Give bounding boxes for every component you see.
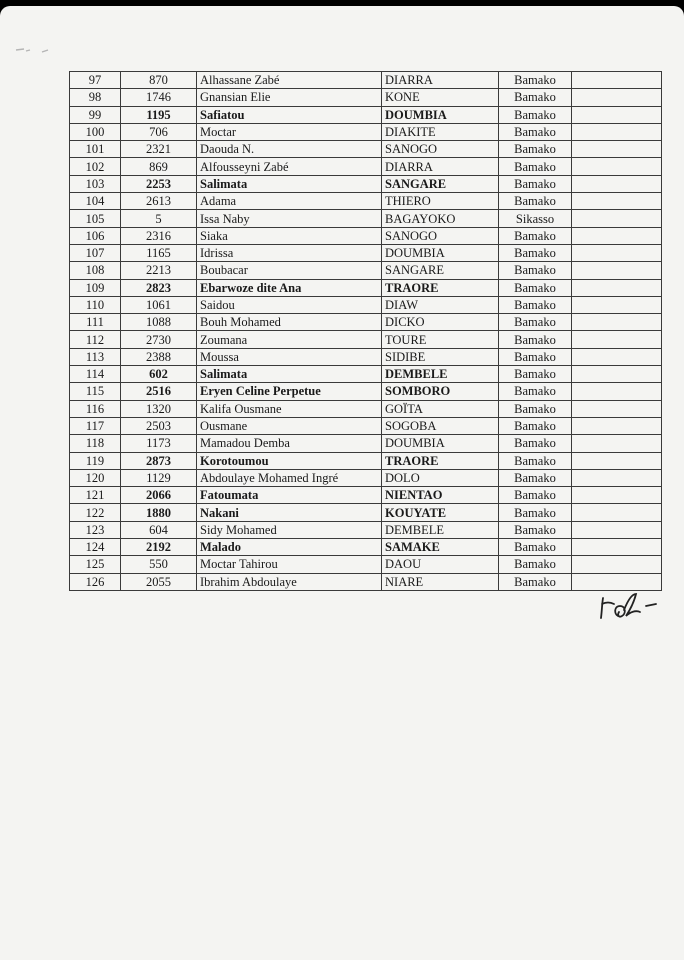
row-number-cell: 97 [70,72,121,89]
city-cell: Bamako [499,400,572,417]
id-cell: 2316 [121,227,197,244]
empty-cell [572,348,662,365]
id-cell: 2253 [121,175,197,192]
first-name-cell: Sidy Mohamed [197,521,382,538]
id-cell: 2730 [121,331,197,348]
empty-cell [572,521,662,538]
last-name-cell: DOUMBIA [382,435,499,452]
empty-cell [572,123,662,140]
last-name-cell: DOUMBIA [382,106,499,123]
last-name-cell: DICKO [382,314,499,331]
city-cell: Bamako [499,106,572,123]
table-row [70,521,662,538]
table-row [70,314,662,331]
empty-cell [572,469,662,486]
last-name-cell: SANOGO [382,141,499,158]
last-name-cell: SANGARE [382,262,499,279]
table-row [70,158,662,175]
row-number-cell: 104 [70,193,121,210]
first-name-cell: Fatoumata [197,487,382,504]
city-cell: Bamako [499,348,572,365]
city-cell: Bamako [499,417,572,434]
last-name-cell: BAGAYOKO [382,210,499,227]
last-name-cell: DIARRA [382,72,499,89]
table-row [70,175,662,192]
row-number-cell: 111 [70,314,121,331]
row-number-cell: 116 [70,400,121,417]
id-cell: 602 [121,366,197,383]
row-number-cell: 126 [70,573,121,590]
city-cell: Bamako [499,141,572,158]
empty-cell [572,504,662,521]
scanned-page [0,6,684,960]
city-cell: Bamako [499,175,572,192]
table-row [70,106,662,123]
last-name-cell: DAOU [382,556,499,573]
empty-cell [572,400,662,417]
city-cell: Bamako [499,487,572,504]
id-cell: 2613 [121,193,197,210]
last-name-cell: SOMBORO [382,383,499,400]
empty-cell [572,539,662,556]
last-name-cell: GOÏTA [382,400,499,417]
id-cell: 2516 [121,383,197,400]
first-name-cell: Ibrahim Abdoulaye [197,573,382,590]
table-row [70,400,662,417]
table-row [70,331,662,348]
last-name-cell: NIARE [382,573,499,590]
id-cell: 1880 [121,504,197,521]
empty-cell [572,556,662,573]
table-row [70,72,662,89]
city-cell: Bamako [499,244,572,261]
id-cell: 1746 [121,89,197,106]
id-cell: 2055 [121,573,197,590]
empty-cell [572,175,662,192]
table-row [70,573,662,590]
last-name-cell: DEMBELE [382,521,499,538]
empty-cell [572,383,662,400]
roster-body [70,72,662,591]
first-name-cell: Alfousseyni Zabé [197,158,382,175]
city-cell: Bamako [499,123,572,140]
row-number-cell: 106 [70,227,121,244]
table-row [70,193,662,210]
row-number-cell: 122 [70,504,121,521]
row-number-cell: 100 [70,123,121,140]
empty-cell [572,366,662,383]
first-name-cell: Boubacar [197,262,382,279]
city-cell: Bamako [499,435,572,452]
city-cell: Bamako [499,158,572,175]
city-cell: Bamako [499,314,572,331]
city-cell: Bamako [499,296,572,313]
id-cell: 2823 [121,279,197,296]
city-cell: Sikasso [499,210,572,227]
first-name-cell: Zoumana [197,331,382,348]
first-name-cell: Malado [197,539,382,556]
table-row [70,417,662,434]
row-number-cell: 102 [70,158,121,175]
last-name-cell: SANOGO [382,227,499,244]
row-number-cell: 113 [70,348,121,365]
row-number-cell: 114 [70,366,121,383]
id-cell: 550 [121,556,197,573]
table-row [70,210,662,227]
first-name-cell: Issa Naby [197,210,382,227]
empty-cell [572,89,662,106]
first-name-cell: Moussa [197,348,382,365]
row-number-cell: 120 [70,469,121,486]
last-name-cell: KONE [382,89,499,106]
row-number-cell: 98 [70,89,121,106]
table-row [70,487,662,504]
first-name-cell: Kalifa Ousmane [197,400,382,417]
city-cell: Bamako [499,469,572,486]
city-cell: Bamako [499,227,572,244]
last-name-cell: NIENTAO [382,487,499,504]
last-name-cell: DIARRA [382,158,499,175]
table-row [70,279,662,296]
city-cell: Bamako [499,452,572,469]
last-name-cell: TRAORE [382,452,499,469]
row-number-cell: 101 [70,141,121,158]
table-row [70,539,662,556]
last-name-cell: DEMBELE [382,366,499,383]
id-cell: 2192 [121,539,197,556]
first-name-cell: Idrissa [197,244,382,261]
last-name-cell: SANGARE [382,175,499,192]
table-row [70,89,662,106]
row-number-cell: 121 [70,487,121,504]
first-name-cell: Gnansian Elie [197,89,382,106]
row-number-cell: 117 [70,417,121,434]
id-cell: 1088 [121,314,197,331]
city-cell: Bamako [499,573,572,590]
first-name-cell: Abdoulaye Mohamed Ingré [197,469,382,486]
table-row [70,262,662,279]
table-row [70,244,662,261]
empty-cell [572,158,662,175]
id-cell: 1129 [121,469,197,486]
scan-mark [14,44,54,54]
row-number-cell: 124 [70,539,121,556]
id-cell: 2388 [121,348,197,365]
table-row [70,227,662,244]
last-name-cell: SOGOBA [382,417,499,434]
empty-cell [572,193,662,210]
id-cell: 2321 [121,141,197,158]
first-name-cell: Korotoumou [197,452,382,469]
first-name-cell: Alhassane Zabé [197,72,382,89]
row-number-cell: 99 [70,106,121,123]
row-number-cell: 108 [70,262,121,279]
city-cell: Bamako [499,279,572,296]
city-cell: Bamako [499,89,572,106]
empty-cell [572,417,662,434]
empty-cell [572,210,662,227]
id-cell: 1195 [121,106,197,123]
empty-cell [572,296,662,313]
id-cell: 2873 [121,452,197,469]
row-number-cell: 125 [70,556,121,573]
city-cell: Bamako [499,539,572,556]
first-name-cell: Nakani [197,504,382,521]
id-cell: 2066 [121,487,197,504]
last-name-cell: DIAW [382,296,499,313]
empty-cell [572,262,662,279]
id-cell: 1173 [121,435,197,452]
signature [596,588,664,628]
id-cell: 869 [121,158,197,175]
id-cell: 604 [121,521,197,538]
empty-cell [572,244,662,261]
city-cell: Bamako [499,521,572,538]
last-name-cell: TRAORE [382,279,499,296]
first-name-cell: Mamadou Demba [197,435,382,452]
city-cell: Bamako [499,72,572,89]
city-cell: Bamako [499,193,572,210]
last-name-cell: TOURE [382,331,499,348]
empty-cell [572,72,662,89]
first-name-cell: Ousmane [197,417,382,434]
row-number-cell: 112 [70,331,121,348]
last-name-cell: THIERO [382,193,499,210]
id-cell: 706 [121,123,197,140]
roster-table [69,71,662,591]
last-name-cell: KOUYATE [382,504,499,521]
table-row [70,435,662,452]
id-cell: 1165 [121,244,197,261]
row-number-cell: 115 [70,383,121,400]
table-row [70,123,662,140]
row-number-cell: 118 [70,435,121,452]
city-cell: Bamako [499,366,572,383]
table-row [70,296,662,313]
first-name-cell: Daouda N. [197,141,382,158]
empty-cell [572,452,662,469]
row-number-cell: 105 [70,210,121,227]
last-name-cell: SIDIBE [382,348,499,365]
row-number-cell: 103 [70,175,121,192]
empty-cell [572,106,662,123]
row-number-cell: 109 [70,279,121,296]
table-row [70,383,662,400]
table-row [70,469,662,486]
first-name-cell: Bouh Mohamed [197,314,382,331]
first-name-cell: Moctar [197,123,382,140]
last-name-cell: DOLO [382,469,499,486]
row-number-cell: 123 [70,521,121,538]
table-row [70,504,662,521]
last-name-cell: SAMAKE [382,539,499,556]
id-cell: 2503 [121,417,197,434]
last-name-cell: DIAKITE [382,123,499,140]
table-row [70,452,662,469]
city-cell: Bamako [499,262,572,279]
id-cell: 2213 [121,262,197,279]
city-cell: Bamako [499,383,572,400]
first-name-cell: Adama [197,193,382,210]
first-name-cell: Ebarwoze dite Ana [197,279,382,296]
city-cell: Bamako [499,504,572,521]
first-name-cell: Salimata [197,366,382,383]
empty-cell [572,435,662,452]
empty-cell [572,331,662,348]
last-name-cell: DOUMBIA [382,244,499,261]
table-row [70,366,662,383]
empty-cell [572,279,662,296]
first-name-cell: Safiatou [197,106,382,123]
empty-cell [572,314,662,331]
table-row [70,348,662,365]
first-name-cell: Salimata [197,175,382,192]
empty-cell [572,227,662,244]
id-cell: 870 [121,72,197,89]
first-name-cell: Eryen Celine Perpetue [197,383,382,400]
id-cell: 1061 [121,296,197,313]
empty-cell [572,487,662,504]
id-cell: 1320 [121,400,197,417]
city-cell: Bamako [499,331,572,348]
empty-cell [572,141,662,158]
first-name-cell: Siaka [197,227,382,244]
table-row [70,141,662,158]
row-number-cell: 119 [70,452,121,469]
id-cell: 5 [121,210,197,227]
row-number-cell: 110 [70,296,121,313]
first-name-cell: Saidou [197,296,382,313]
table-row [70,556,662,573]
first-name-cell: Moctar Tahirou [197,556,382,573]
row-number-cell: 107 [70,244,121,261]
city-cell: Bamako [499,556,572,573]
